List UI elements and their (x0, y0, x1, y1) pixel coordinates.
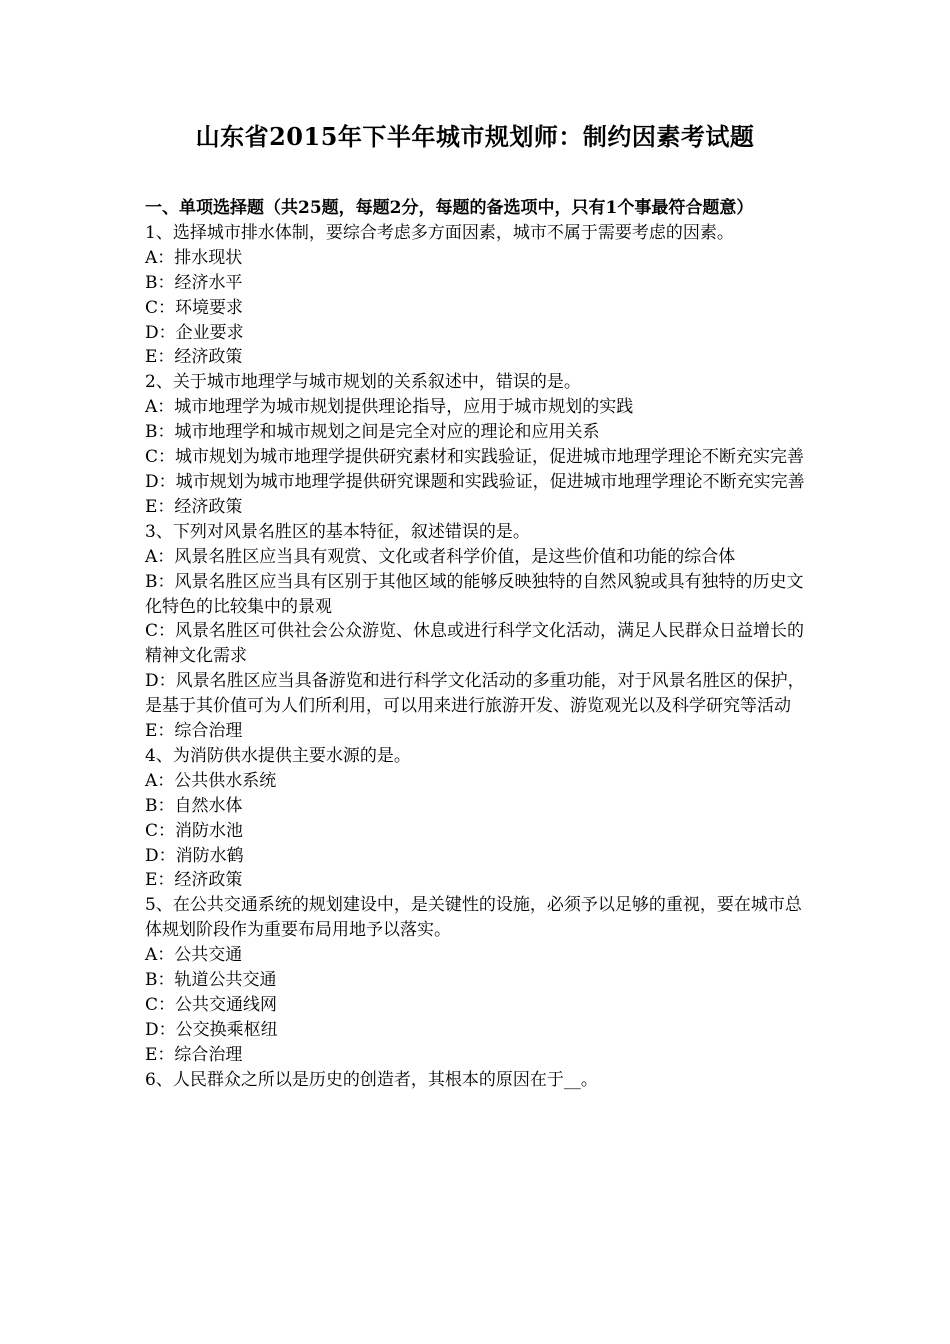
option-c: C：公共交通线网 (145, 995, 278, 1015)
question-stem: 4、为消防供水提供主要水源的是。 (145, 745, 411, 766)
option-e: E：经济政策 (145, 870, 243, 891)
option-b: B：风景名胜区应当具有区别于其他区域的能够反映独特的自然风貌或具有独特的历史文化特色的比较集中的景观 (145, 571, 804, 617)
section-header: 一、单项选择题（共25题，每题2分，每题的备选项中，只有1个事最符合题意） (145, 198, 754, 218)
option-e: E：综合治理 (145, 1044, 243, 1065)
option-a: A：排水现状 (145, 247, 243, 268)
question-3 (145, 520, 815, 744)
option-b: B：经济水平 (145, 272, 243, 293)
question-2 (145, 370, 815, 519)
option-d: D：公交换乘枢纽 (145, 1019, 278, 1040)
option-a: A：公共交通 (145, 945, 243, 966)
question-stem: 6、人民群众之所以是历史的创造者，其根本的原因在于__。 (145, 1069, 598, 1090)
option-e: E：经济政策 (145, 347, 243, 368)
option-e: E：经济政策 (145, 496, 243, 517)
option-a: A：城市地理学为城市规划提供理论指导，应用于城市规划的实践 (145, 397, 634, 418)
option-e: E：综合治理 (145, 721, 243, 742)
question-6 (145, 1068, 815, 1093)
option-d: D：消防水鹤 (145, 845, 244, 866)
question-1 (145, 221, 815, 370)
option-b: B：城市地理学和城市规划之间是完全对应的理论和应用关系 (145, 422, 600, 443)
question-4 (145, 744, 815, 893)
option-c: C：消防水池 (145, 820, 244, 841)
option-b: B：轨道公共交通 (145, 970, 277, 991)
option-d: D：企业要求 (145, 322, 244, 343)
option-c: C：风景名胜区可供社会公众游览、休息或进行科学文化活动，满足人民群众日益增长的精神文化需求 (145, 621, 805, 667)
option-a: A：风景名胜区应当具有观赏、文化或者科学价值，是这些价值和功能的综合体 (145, 546, 736, 567)
option-d: D：风景名胜区应当具备游览和进行科学文化活动的多重功能，对于风景名胜区的保护，是基于其价值可为人们所利用，可以用来进行旅游开发、游览观光以及科学研究等活动 (145, 671, 805, 717)
question-stem: 3、下列对风景名胜区的基本特征，叙述错误的是。 (145, 521, 530, 542)
option-c: C：城市规划为城市地理学提供研究素材和实践验证，促进城市地理学理论不断充实完善 (145, 447, 805, 468)
document-title: 山东省2015年下半年城市规划师：制约因素考试题 (195, 122, 755, 151)
option-a: A：公共供水系统 (145, 770, 277, 791)
question-stem: 5、在公共交通系统的规划建设中，是关键性的设施，必须予以足够的重视，要在城市总体规划阶段作为重要布局用地予以落实。 (145, 895, 802, 941)
document-body (145, 196, 815, 1093)
question-5 (145, 893, 815, 1067)
question-stem: 1、选择城市排水体制，要综合考虑多方面因素，城市不属于需要考虑的因素。 (145, 222, 734, 243)
option-c: C：环境要求 (145, 297, 244, 318)
question-stem: 2、关于城市地理学与城市规划的关系叙述中，错误的是。 (145, 372, 581, 393)
option-d: D：城市规划为城市地理学提供研究课题和实践验证，促进城市地理学理论不断充实完善 (145, 471, 805, 492)
option-b: B：自然水体 (145, 795, 243, 816)
